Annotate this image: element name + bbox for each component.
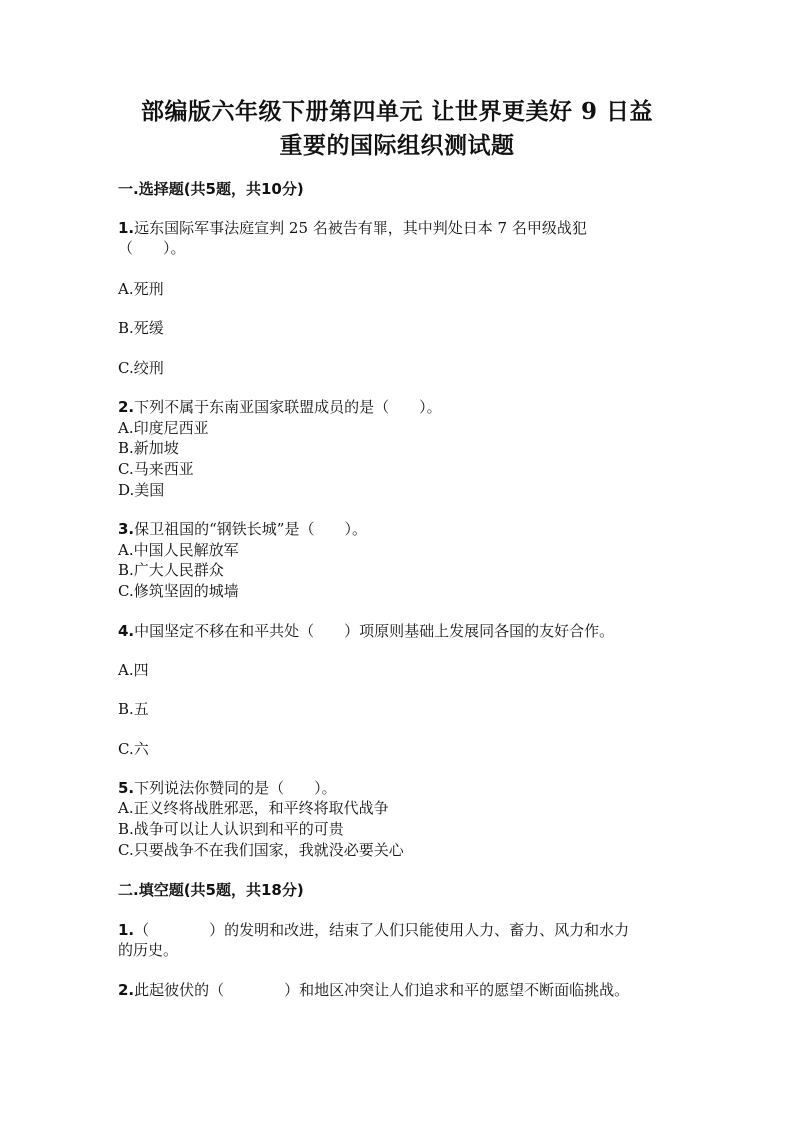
question-text: 下列说法你赞同的是（ ）。	[134, 779, 337, 797]
question-number: 2.	[118, 398, 135, 416]
option-d: D.美国	[118, 481, 165, 499]
option-b: B.死缓	[118, 319, 164, 337]
option-c: C.马来西亚	[118, 460, 194, 478]
section-heading-choice: 一.选择题(共5题，共10分)	[118, 180, 304, 198]
option-b: B.广大人民群众	[118, 561, 224, 579]
question-3	[118, 519, 367, 539]
question-text: 中国坚定不移在和平共处（ ）项原则基础上发展同各国的友好合作。	[134, 622, 615, 640]
option-b: B.战争可以让人认识到和平的可贵	[118, 820, 344, 838]
option-a: A.死刑	[118, 280, 164, 298]
option-c: C.修筑坚固的城墙	[118, 582, 239, 600]
question-1	[118, 218, 587, 238]
option-c: C.六	[118, 740, 149, 758]
option-b: B.新加坡	[118, 439, 179, 457]
option-c: C.只要战争不在我们国家，我就没必要关心	[118, 841, 404, 859]
question-4	[118, 621, 614, 641]
fill-question-1-continuation: 的历史。	[118, 941, 179, 959]
question-number: 1.	[118, 219, 135, 237]
option-c: C.绞刑	[118, 359, 164, 377]
document-title-line1: 部编版六年级下册第四单元 让世界更美好 9 日益	[140, 98, 654, 125]
question-number: 2.	[118, 981, 135, 999]
fill-question-2	[118, 980, 629, 1000]
option-a: A.四	[118, 661, 149, 679]
section-heading-fill: 二.填空题(共5题，共18分)	[118, 881, 304, 899]
question-number: 1.	[118, 921, 135, 939]
question-2	[118, 397, 442, 417]
document-title-line2: 重要的国际组织测试题	[279, 132, 515, 159]
question-text: 保卫祖国的“钢铁长城”是（ ）。	[134, 520, 367, 538]
question-text: 此起彼伏的（ ）和地区冲突让人们追求和平的愿望不断面临挑战。	[134, 981, 630, 999]
question-number: 5.	[118, 779, 135, 797]
question-number: 4.	[118, 622, 135, 640]
option-a: A.中国人民解放军	[118, 541, 239, 559]
option-a: A.正义终将战胜邪恶，和平终将取代战争	[118, 799, 389, 817]
question-text: （ ）的发明和改进，结束了人们只能使用人力、畜力、风力和水力	[134, 921, 630, 939]
option-a: A.印度尼西亚	[118, 419, 209, 437]
question-text: 远东国际军事法庭宣判 25 名被告有罪，其中判处日本 7 名甲级战犯	[134, 219, 587, 237]
fill-question-1	[118, 920, 629, 940]
question-1-continuation: （ ）。	[118, 239, 186, 257]
option-b: B.五	[118, 700, 149, 718]
question-number: 3.	[118, 520, 135, 538]
question-text: 下列不属于东南亚国家联盟成员的是（ ）。	[134, 398, 442, 416]
question-5	[118, 778, 337, 798]
